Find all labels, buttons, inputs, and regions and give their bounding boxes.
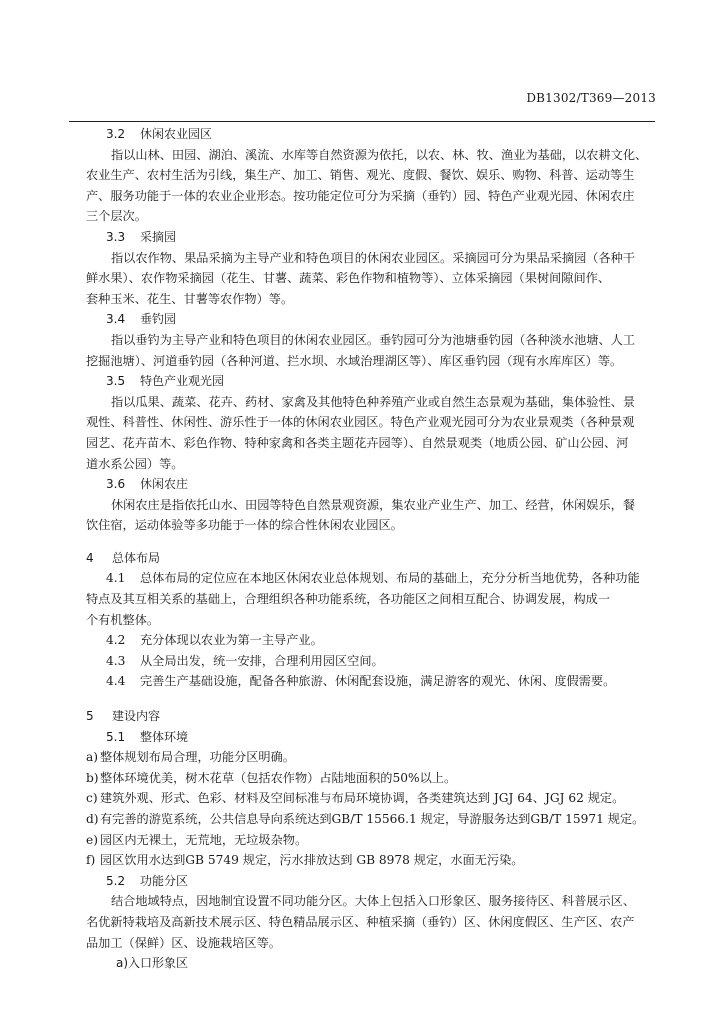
clause-number: 4.3 [106, 653, 126, 668]
section-title: 采摘园 [140, 229, 177, 244]
section-heading-3-3 [86, 227, 655, 248]
list-item-d [86, 809, 655, 830]
list-marker: e) [86, 832, 98, 847]
list-text: 整体环境优美，树木花草（包括农作物）占陆地面积的50%以上。 [100, 770, 457, 785]
section-title: 休闲农业园区 [140, 127, 213, 141]
list-marker: d) [86, 812, 99, 826]
list-marker: a) [86, 750, 99, 765]
section-number: 3.3 [106, 229, 126, 244]
chapter-heading-4 [86, 548, 655, 569]
section-title: 垂钓园 [140, 312, 177, 327]
clause-text: 从全局出发，统一安排，合理利用园区空间。 [140, 653, 384, 668]
list-marker: c) [86, 791, 98, 806]
section-number: 3.4 [106, 312, 126, 327]
section-heading-3-4 [86, 309, 655, 330]
chapter-title: 总体布局 [112, 550, 161, 565]
paragraph-line: 鲜水果）、农作物采摘园（花生、甘薯、蔬菜、彩色作物和植物等）、立体采摘园（果树间隙间作、 [86, 271, 611, 286]
paragraph-line: 观性、科普性、休闲性、游乐性于一体的休闲农业园区。特色产业观光园可分为农业景观类（各种景观 [86, 415, 635, 430]
paragraph-line: 道水系公园）等。 [86, 456, 184, 471]
list-marker: f) [86, 853, 96, 868]
list-marker: b) [86, 770, 99, 785]
clause-text: 总体布局的定位应在本地区休闲农业总体规划、布局的基础上，充分分析当地优势，各种功能 [140, 571, 640, 586]
section-number: 3.5 [106, 374, 126, 389]
paragraph-line: 园艺、花卉苗木、彩色作物、特种家禽和各类主题花卉园等）、自然景观类（地质公园、矿山公园、河 [86, 435, 629, 450]
section-title: 整体环境 [140, 729, 189, 744]
chapter-heading-5 [86, 706, 655, 727]
clause-number: 4.2 [106, 633, 126, 648]
list-text: 建筑外观、形式、色彩、材料及空间标准与布局环境协调，各类建筑达到 JGJ 64、JGJ 62 规定。 [100, 791, 625, 806]
document-body [86, 124, 655, 974]
paragraph-line: 指以瓜果、蔬菜、花卉、药材、家禽及其他特色种养殖产业或自然生态景观为基础，集体验性、景 [111, 394, 636, 409]
paragraph-line: 品加工（保鲜）区、设施栽培区等。 [86, 935, 281, 950]
document-code: DB1302/T369—2013 [526, 91, 656, 105]
clause-4-2 [86, 630, 655, 651]
section-heading-5-2 [86, 871, 655, 892]
section-heading-5-1 [86, 727, 655, 748]
clause-4-1 [86, 568, 655, 589]
section-heading-3-6 [86, 474, 655, 495]
paragraph-line: 指以农作物、果品采摘为主导产业和特色项目的休闲农业园区。采摘园可分为果品采摘园（各种干 [111, 250, 636, 265]
chapter-number: 5 [86, 709, 94, 724]
entrance-area-heading: a)入口形象区 [116, 956, 189, 971]
clause-text: 充分体现以农业为第一主导产业。 [140, 633, 323, 648]
clause-4-3 [86, 651, 655, 672]
section-title: 特色产业观光园 [140, 374, 225, 389]
list-item-c [86, 788, 655, 809]
paragraph-line: 指以垂钓为主导产业和特色项目的休闲农业园区。垂钓园可分为池塘垂钓园（各种淡水池塘、人工 [111, 332, 636, 347]
paragraph-line: 产、服务功能于一体的农业企业形态。按功能定位可分为采摘（垂钓）园、特色产业观光园、休闲农庄 [86, 188, 635, 203]
list-item-e [86, 830, 655, 851]
clause-number: 4.1 [106, 571, 126, 586]
chapter-number: 4 [86, 550, 94, 565]
section-number: 3.2 [106, 127, 126, 141]
list-text: 有完善的游览系统，公共信息导向系统达到GB/T 15566.1 规定，导游服务达到GB/T 15971 规定。 [100, 812, 645, 826]
list-item-f [86, 850, 655, 871]
paragraph-line: 挖掘池塘）、河道垂钓园（各种河道、拦水坝、水域治理湖区等）、库区垂钓园（现有水库库区）等。 [86, 353, 623, 368]
list-item-b [86, 768, 655, 789]
section-number: 5.2 [106, 873, 126, 888]
paragraph-line: 休闲农庄是指依托山水、田园等特色自然景观资源，集农业产业生产、加工、经营，休闲娱乐，餐 [111, 497, 636, 512]
header-rule [69, 121, 655, 122]
list-text: 园区饮用水达到GB 5749 规定，污水排放达到 GB 8978 规定，水面无污染。 [100, 853, 524, 868]
section-title: 功能分区 [140, 873, 189, 888]
paragraph-line: 三个层次。 [86, 209, 147, 224]
paragraph-line: 个有机整体。 [86, 612, 160, 627]
list-text: 园区内无裸土，无荒地，无垃圾杂物。 [100, 832, 308, 847]
section-heading-3-5 [86, 371, 655, 392]
section-heading-3-2 [86, 124, 655, 145]
clause-text: 完善生产基础设施，配备各种旅游、休闲配套设施，满足游客的观光、休闲、度假需要。 [140, 674, 616, 689]
list-text: 整体规划布局合理，功能分区明确。 [100, 750, 295, 765]
list-item-a [86, 747, 655, 768]
section-title: 休闲农庄 [140, 477, 189, 492]
clause-number: 4.4 [106, 674, 126, 689]
paragraph-line: 名优新特栽培及高新技术展示区、特色精品展示区、种植采摘（垂钓）区、休闲度假区、生产区、农产 [86, 914, 635, 929]
paragraph-line: 特点及其互相关系的基础上，合理组织各种功能系统，各功能区之间相互配合、协调发展，构成一 [86, 592, 611, 607]
paragraph-line: 农业生产、农村生活为引线，集生产、加工、销售、观光、度假、餐饮、娱乐、购物、科普、运动等生 [86, 168, 635, 183]
chapter-title: 建设内容 [112, 709, 161, 724]
paragraph-line: 套种玉米、花生、甘薯等农作物）等。 [86, 291, 294, 306]
paragraph-line: 指以山林、田园、湖泊、溪流、水库等自然资源为依托，以农、林、牧、渔业为基础，以农耕文化、 [111, 147, 648, 162]
paragraph-line: 饮住宿，运动体验等多功能于一体的综合性休闲农业园区。 [86, 518, 403, 533]
section-number: 5.1 [106, 729, 126, 744]
section-number: 3.6 [106, 477, 126, 492]
clause-4-4 [86, 671, 655, 692]
paragraph-line: 结合地域特点，因地制宜设置不同功能分区。大体上包括入口形象区、服务接待区、科普展示区、 [111, 894, 636, 909]
